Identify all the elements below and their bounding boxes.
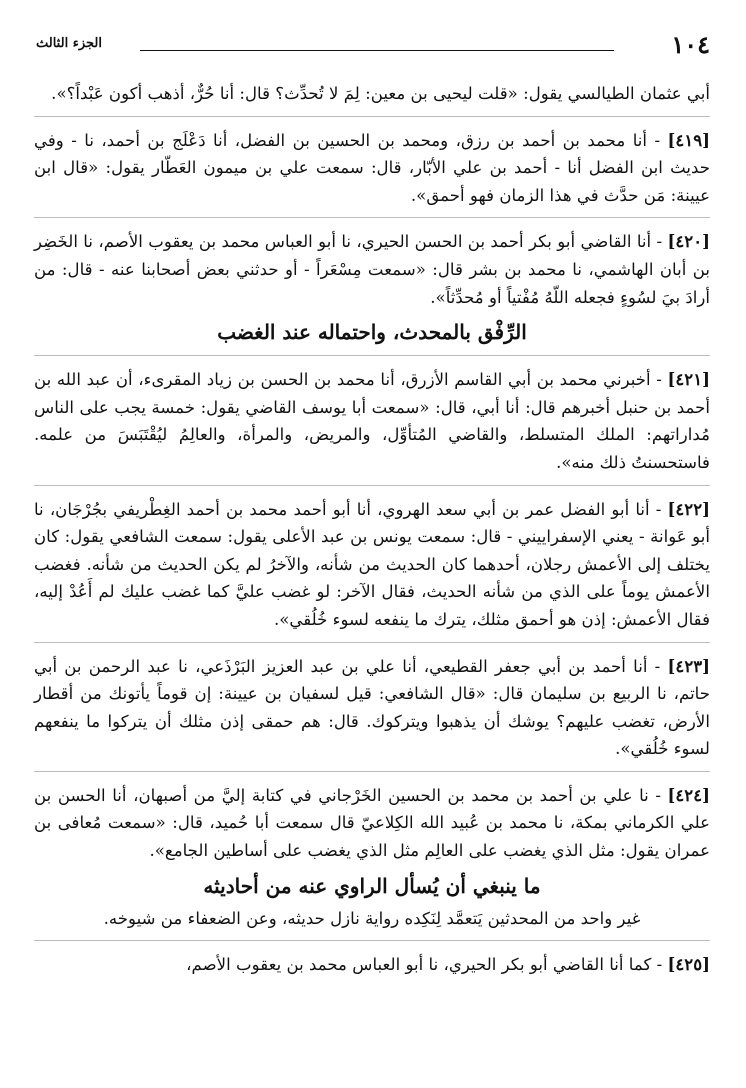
paragraph-continuation (34, 80, 710, 108)
entry-text: - كما أنا القاضي أبو بكر الحيري، نا أبو العباس محمد بن يعقوب الأصم، (186, 955, 663, 975)
entry-text: - أنا القاضي أبو بكر أحمد بن الحسن الحيري، نا أبو العباس محمد بن يعقوب الأصم، نا الخَضِر بن أبان الهاشمي، نا محمد بن بشر قال: «سمعت مِسْعَراً - أو حدثني بعض أصحابنا عنه - قال: من أرادَ بيَ لسُوءٍ فجعله اللّهُ مُفْتياً أو مُحدِّثاً». (34, 232, 710, 307)
hadith-entry-419 (34, 116, 710, 210)
entry-number: [٤٢٠] (667, 231, 710, 252)
entry-text: - أنا أحمد بن أبي جعفر القطيعي، أنا علي بن عبد العزيز البَرْذَعي، نا عبد الرحمن بن أبي حاتم، نا الربيع بن سليمان قال: «قال الشافعي: قيل لسفيان بن عيينة: إن قوماً يأتونك من أقطار الأرض، تغضب عليهم؟ يوشك أن يذهبوا ويتركوك. قال: هم حمقى إذن مثلك أن يتركوا ما ينفعهم لسوء خُلُقي». (34, 656, 710, 759)
entry-text: - نا علي بن أحمد بن محمد بن الحسين الخَرْجاني في كتابة إليَّ من أصبهان، أنا الحسن بن علي الكرماني بمكة، نا محمد بن عُبيد الله الكِلاعيّ قال سمعت أبا حُميد، قال: «سمعت مُعافى بن عمران يقول: مثل الذي يغضب على العالِم مثل الذي يغضب على أساطين الجامع». (34, 785, 710, 861)
hadith-entry-423 (34, 642, 710, 763)
hadith-entry-421 (34, 355, 710, 476)
entry-number: [٤٢١] (667, 369, 710, 390)
hadith-entry-424 (34, 771, 710, 865)
entry-text: - أنا محمد بن أحمد بن رزق، ومحمد بن الحسين بن الفضل، أنا دَعْلَج بن أحمد، نا - وفي حديث ابن الفضل أنا - أحمد بن علي الأبّار، قال: سمعت علي بن ميمون العَطّار يقول: «قال ابن عيينة: مَن حدَّث في هذا الزمان فهو أحمق». (34, 130, 710, 205)
intro-line (34, 905, 710, 933)
entry-number: [٤٢٥] (667, 954, 710, 975)
page-number: ١٠٤ (671, 30, 710, 59)
hadith-entry-425 (34, 940, 710, 979)
hadith-entry-420 (34, 217, 710, 311)
header-rule (140, 50, 614, 51)
page-body (34, 80, 710, 979)
entry-number: [٤٢٤] (667, 784, 710, 805)
entry-text: - أنا أبو الفضل عمر بن أبي سعد الهروي، أنا أبو أحمد محمد بن أحمد الغِطْريفي بجُرْجَان، نا أبو عَوانة - يعني الإسفراييني - قال: سمعت يونس بن عبد الأعلى يقول: سمعت الشافعي يقول: كان يختلف إلى الأعمش رجلان، أحدهما كان الحديث من شأنه، والآخرُ لم يكن الحديث من شأنه. فغضب الأعمش يوماً على الذي من شأنه الحديث، فقال الآخر: لو غضب عليَّ كما غضب عليك لم أَعُدْ إليه، فقال الأعمش: إذن هو أحمق مثلك، يترك ما ينفعه لسوء خُلُقي». (34, 499, 710, 629)
entry-number: [٤١٩] (667, 129, 710, 150)
entry-number: [٤٢٣] (667, 655, 711, 676)
entry-text: - أخبرني محمد بن أبي القاسم الأزرق، أنا محمد بن الحسن بن زياد المقرىء، أن عبد الله بن أحمد بن حنبل أخبرهم قال: أنا أبي، قال: «سمعت أبا يوسف القاضي يقول: خمسة يجب على الناس مُداراتهم: الملك المتسلط، والقاضي المُتأوِّل، والمريض، والمرأة، والعالِمُ ليُقْتَبَسَ من علمه. فاستحسنتُ ذلك منه». (34, 370, 710, 472)
section-heading: ما ينبغي أن يُسأل الراوي عنه من أحاديثه (203, 873, 541, 898)
intro-text: غير واحد من المحدثين يَتعمَّد لِنَكِده رواية نازل حديثه، وعن الضعفاء من شيوخه. (103, 908, 641, 928)
part-title: الجزء الثالث (36, 36, 102, 51)
paragraph-text: أبي عثمان الطيالسي يقول: «قلت ليحيى بن معين: لِمَ لا تُحدِّث؟ قال: أنا حُرٌّ، أذهب أكون عَبْداً؟». (51, 84, 710, 103)
entry-number: [٤٢٢] (667, 498, 710, 519)
hadith-entry-422 (34, 485, 710, 634)
page-header (36, 30, 710, 62)
section-heading: الرِّفْق بالمحدث، واحتماله عند الغضب (217, 320, 527, 345)
